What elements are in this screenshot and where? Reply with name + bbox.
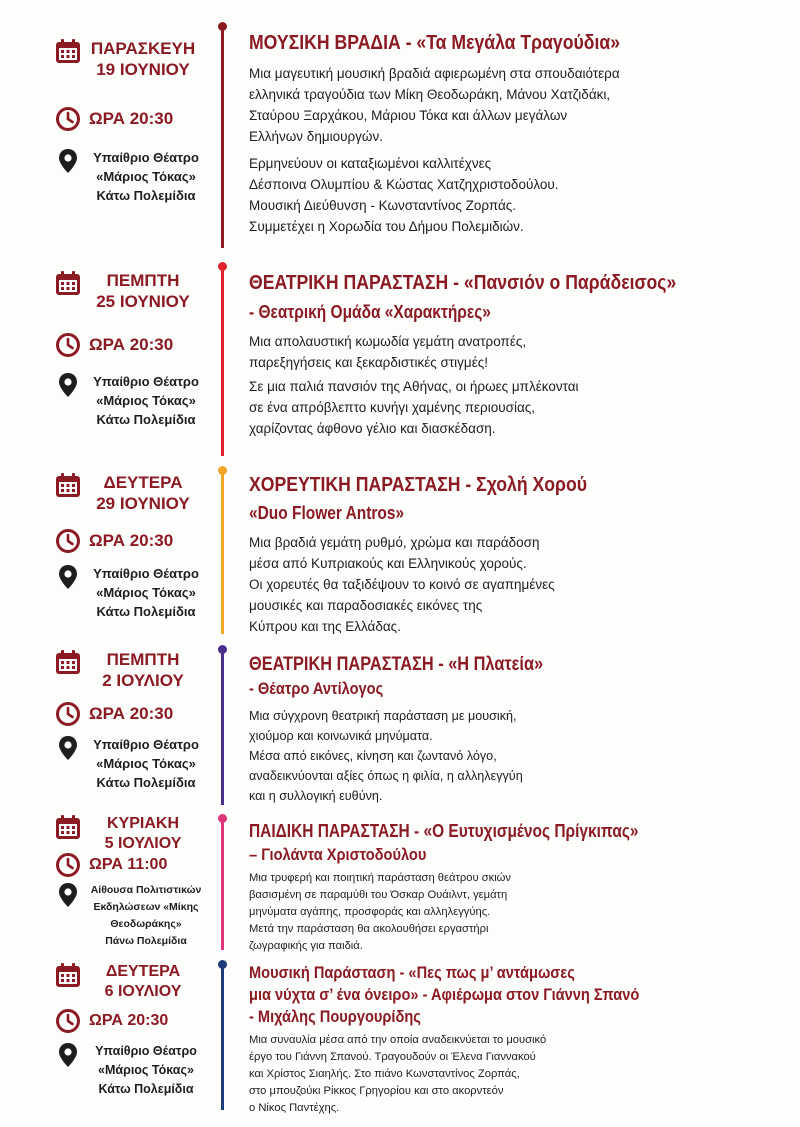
event-day: ΠΑΡΑΣΚΕΥΗ <box>90 39 196 58</box>
event-4 <box>0 645 800 805</box>
description-line: μέσα από Κυπριακούς και Ελληνικούς χορούς. <box>249 556 527 571</box>
location-pin-icon <box>55 148 81 174</box>
description-line: στο μπουζούκι Ρίκκος Γρηγορίου και στο ακορντεόν <box>249 1085 504 1097</box>
event-subtitle-2: - Μιχάλης Πουργουρίδης <box>249 1007 421 1026</box>
venue-line: «Μάριος Τόκας» <box>96 756 196 771</box>
event-time: ΩΡΑ 20:30 <box>89 1012 169 1029</box>
event-title: ΘΕΑΤΡΙΚΗ ΠΑΡΑΣΤΑΣΗ - «Πανσιόν ο Παράδεισος» <box>249 271 677 294</box>
venue-line: Αίθουσα Πολιτιστικών <box>90 884 202 896</box>
timeline-line <box>221 964 224 1110</box>
event-title: Μουσική Παράσταση - «Πες πως μ’ αντάμωσες <box>249 963 575 982</box>
calendar-icon <box>55 38 81 64</box>
venue-line: Υπαίθριο Θέατρο <box>93 150 199 165</box>
location-pin-icon <box>55 1042 81 1068</box>
venue-line: Θεοδωράκης» <box>110 918 182 930</box>
description-line: αναδεικνύονται αξίες όπως η φιλία, η αλληλεγγύη <box>249 769 523 783</box>
event-subtitle: «Duo Flower Antros» <box>249 503 405 523</box>
description-line: Ερμηνεύουν οι καταξιωμένοι καλλιτέχνες <box>249 156 492 171</box>
event-2 <box>0 262 800 456</box>
clock-icon <box>55 701 81 727</box>
description-line: ελληνικά τραγούδια των Μίκη Θεοδωράκη, Μάνου Χατζιδάκι, <box>249 87 611 102</box>
event-time: ΩΡΑ 20:30 <box>89 704 174 723</box>
calendar-icon <box>55 270 81 296</box>
event-time: ΩΡΑ 20:30 <box>89 531 174 550</box>
venue-line: Κάτω Πολεμίδια <box>96 775 196 790</box>
event-day: ΠΕΜΠΤΗ <box>106 271 180 290</box>
calendar-icon <box>55 649 81 675</box>
venue-line: Πάνω Πολεμίδια <box>105 935 187 947</box>
event-subtitle: - Θέατρο Αντίλογος <box>249 679 384 698</box>
event-title: ΧΟΡΕΥΤΙΚΗ ΠΑΡΑΣΤΑΣΗ - Σχολή Χορού <box>249 473 587 496</box>
clock-icon <box>55 1008 81 1034</box>
venue-line: Υπαίθριο Θέατρο <box>93 374 199 389</box>
event-day: ΠΕΜΠΤΗ <box>106 650 180 669</box>
description-line: Μια συναυλία μέσα από την οποία αναδεικνύεται το μουσικό <box>249 1034 547 1046</box>
location-pin-icon <box>55 372 81 398</box>
description-line: Μια μαγευτική μουσική βραδιά αφιερωμένη στα σπουδαιότερα <box>249 66 620 81</box>
event-day: ΔΕΥΤΕΡΑ <box>103 473 183 492</box>
event-date: 29 ΙΟΥΝΙΟΥ <box>96 494 190 513</box>
venue-line: Υπαίθριο Θέατρο <box>93 737 199 752</box>
description-line: Μια βραδιά γεμάτη ρυθμό, χρώμα και παράδοση <box>249 535 540 550</box>
description-line: μουσικές και παραδοσιακές εικόνες της <box>249 598 483 613</box>
timeline-line <box>221 818 224 950</box>
timeline-line <box>221 649 224 805</box>
location-pin-icon <box>55 735 81 761</box>
venue-line: «Μάριος Τόκας» <box>98 1063 194 1077</box>
event-1 <box>0 22 800 248</box>
calendar-icon <box>55 814 81 840</box>
clock-icon <box>55 106 81 132</box>
description-line: Συμμετέχει η Χορωδία του Δήμου Πολεμιδιών. <box>249 219 524 234</box>
event-day: ΚΥΡΙΑΚΗ <box>106 815 179 832</box>
description-line: χιούμορ και κοινωνικά μηνύματα. <box>249 729 433 743</box>
location-pin-icon <box>55 564 81 590</box>
venue-line: Κάτω Πολεμίδια <box>98 1082 194 1096</box>
event-date: 5 ΙΟΥΛΙΟΥ <box>104 835 182 852</box>
description-line: Μια σύγχρονη θεατρική παράσταση με μουσική, <box>249 709 517 723</box>
calendar-icon <box>55 962 81 988</box>
description-line: Δέσποινα Ολυμπίου & Κώστας Χατζηχριστοδούλου. <box>249 177 559 192</box>
event-day: ΔΕΥΤΕΡΑ <box>105 963 181 980</box>
event-title: ΠΑΙΔΙΚΗ ΠΑΡΑΣΤΑΣΗ - «Ο Ευτυχισμένος Πρίγκιπας» <box>249 821 639 841</box>
venue-line: Υπαίθριο Θέατρο <box>95 1044 197 1058</box>
event-subtitle: μια νύχτα σ’ ένα όνειρο» - Αφιέρωμα στον Γιάννη Σπανό <box>249 985 640 1004</box>
description-line: Σε μια παλιά πανσιόν της Αθήνας, οι ήρωες μπλέκονται <box>249 379 579 394</box>
description-line: Μια τρυφερή και ποιητική παράσταση θεάτρου σκιών <box>249 872 512 884</box>
event-title: ΘΕΑΤΡΙΚΗ ΠΑΡΑΣΤΑΣΗ - «Η Πλατεία» <box>249 654 544 675</box>
timeline-line <box>221 266 224 456</box>
description-line: Σταύρου Ξαρχάκου, Μάριου Τόκα και άλλων μεγάλων <box>249 108 568 123</box>
location-pin-icon <box>55 882 81 908</box>
event-time: ΩΡΑ 11:00 <box>89 856 168 873</box>
event-date: 2 ΙΟΥΛΙΟΥ <box>102 671 184 690</box>
description-line: Ελλήνων δημιουργών. <box>249 129 383 144</box>
timeline-line <box>221 470 224 634</box>
description-line: Μετά την παράσταση θα ακολουθήσει εργαστήρι <box>249 923 489 935</box>
description-line: παρεξηγήσεις και ξεκαρδιστικές στιγμές! <box>249 355 488 370</box>
venue-line: Εκδηλώσεων «Μίκης <box>93 901 199 913</box>
event-date: 25 ΙΟΥΝΙΟΥ <box>96 292 190 311</box>
event-time: ΩΡΑ 20:30 <box>89 109 174 128</box>
venue-line: Κάτω Πολεμίδια <box>96 604 196 619</box>
event-3 <box>0 466 800 634</box>
clock-icon <box>55 528 81 554</box>
description-line: ζωγραφικής για παιδιά. <box>249 940 363 952</box>
description-line: Μουσική Διεύθυνση - Κωνσταντίνος Ζορπάς. <box>249 198 517 213</box>
venue-line: Κάτω Πολεμίδια <box>96 412 196 427</box>
description-line: Μέσα από εικόνες, κίνηση και ζωντανό λόγο, <box>249 749 497 763</box>
clock-icon <box>55 852 81 878</box>
timeline-line <box>221 26 224 248</box>
event-5 <box>0 814 800 950</box>
venue-line: «Μάριος Τόκας» <box>96 393 196 408</box>
description-line: ο Νίκος Παντέχης. <box>249 1102 340 1114</box>
description-line: Μια απολαυστική κωμωδία γεμάτη ανατροπές, <box>249 334 527 349</box>
description-line: και Χρίστος Σιαηλής. Στο πιάνο Κωνσταντίνος Ζορπάς, <box>249 1068 520 1080</box>
calendar-icon <box>55 472 81 498</box>
event-subtitle: - Θεατρική Ομάδα «Χαρακτήρες» <box>249 302 491 322</box>
description-line: σε ένα απρόβλεπτο κυνήγι χαμένης περιουσίας, <box>249 400 536 415</box>
clock-icon <box>55 332 81 358</box>
event-subtitle: – Γιολάντα Χριστοδούλου <box>249 845 427 864</box>
event-date: 19 ΙΟΥΝΙΟΥ <box>96 60 190 79</box>
description-line: χαρίζοντας άφθονο γέλιο και διασκέδαση. <box>249 421 496 436</box>
event-6 <box>0 960 800 1114</box>
event-date: 6 ΙΟΥΛΙΟΥ <box>104 983 182 1000</box>
event-title: ΜΟΥΣΙΚΗ ΒΡΑΔΙΑ - «Τα Μεγάλα Τραγούδια» <box>249 31 621 54</box>
description-line: Κύπρου και της Ελλάδας. <box>249 619 401 634</box>
venue-line: Υπαίθριο Θέατρο <box>93 566 199 581</box>
description-line: μηνύματα αγάπης, προσφοράς και αλληλεγγύης. <box>249 906 491 918</box>
venue-line: «Μάριος Τόκας» <box>96 585 196 600</box>
description-line: βασισμένη σε παραμύθι του Όσκαρ Ουάιλντ, γεμάτη <box>249 889 508 901</box>
venue-line: «Μάριος Τόκας» <box>96 169 196 184</box>
description-line: έργο του Γιάννη Σπανού. Τραγουδούν οι Έλενα Γιαννακού <box>249 1051 536 1063</box>
description-line: Οι χορευτές θα ταξιδέψουν το κοινό σε αγαπημένες <box>249 577 555 592</box>
event-time: ΩΡΑ 20:30 <box>89 335 174 354</box>
venue-line: Κάτω Πολεμίδια <box>96 188 196 203</box>
description-line: και η συλλογική ευθύνη. <box>249 789 383 803</box>
